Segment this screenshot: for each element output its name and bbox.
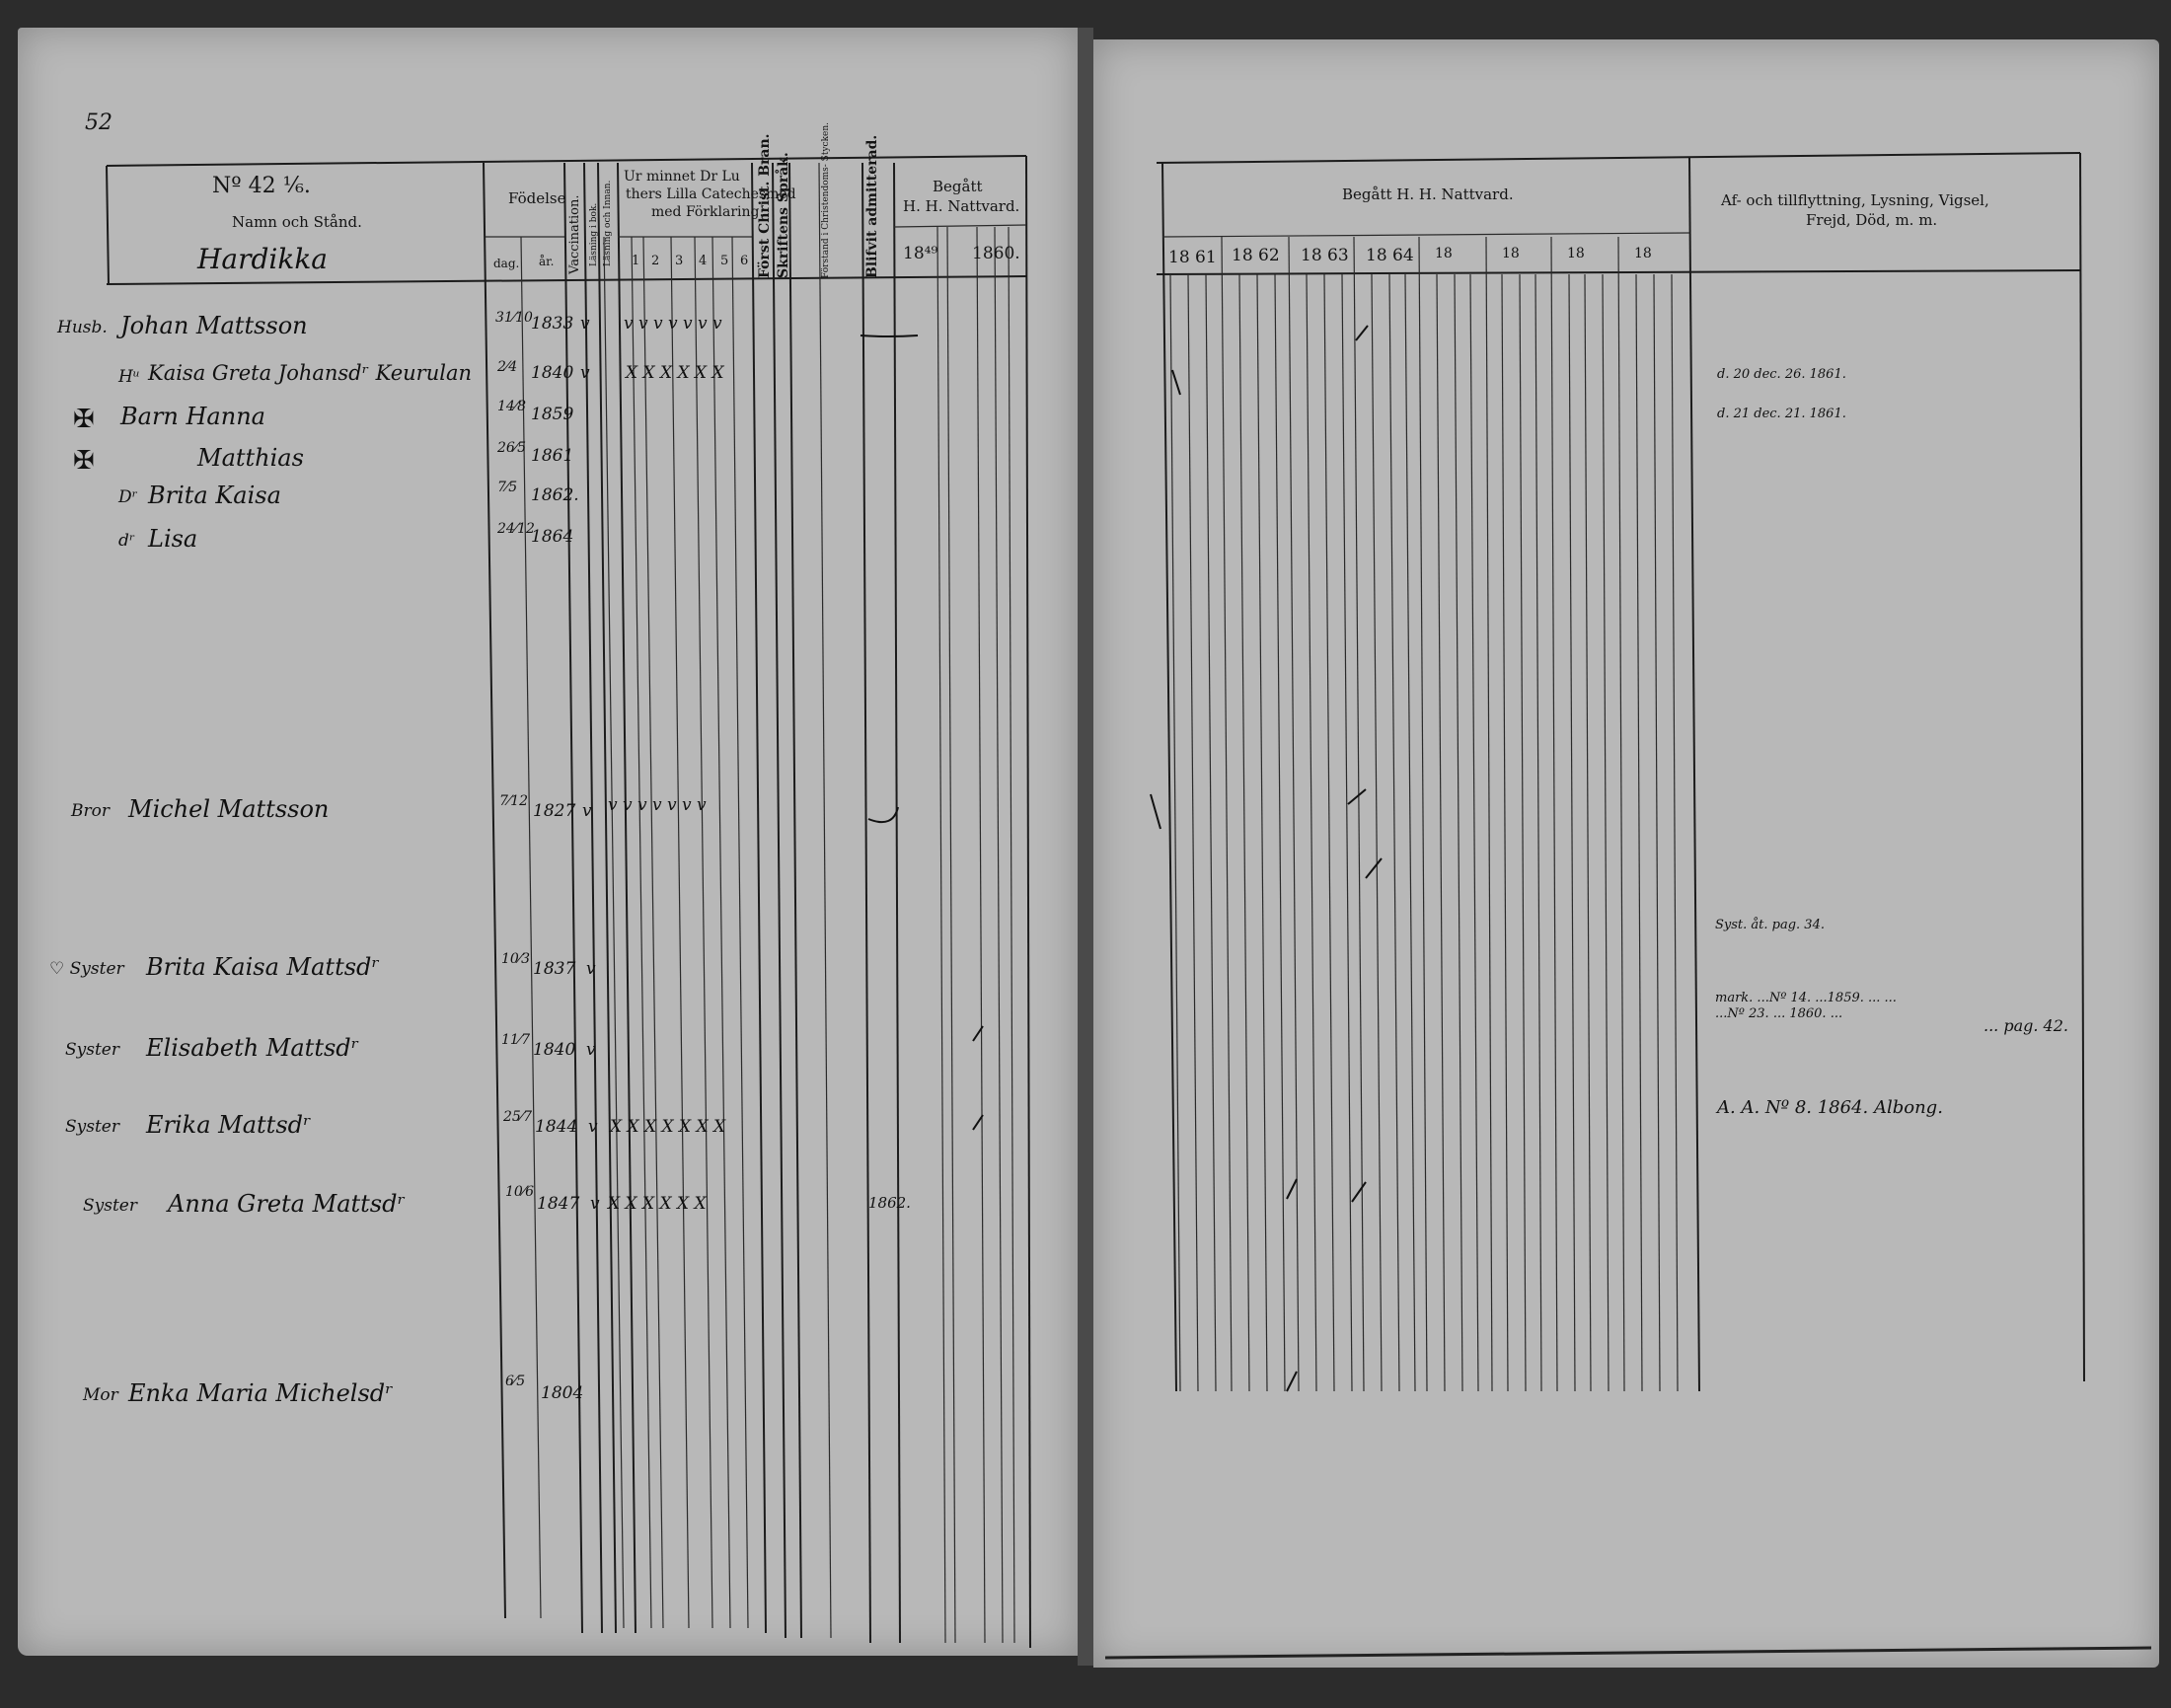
catechism-no-6: 6 — [740, 254, 749, 268]
person-name: Elisabeth Mattsdʳ — [146, 1034, 359, 1062]
vaccination-mark: v — [586, 1040, 596, 1060]
vaccination-mark: v — [580, 314, 590, 334]
birth-year: 1827 — [533, 801, 576, 821]
birth-day: 26⁄5 — [497, 440, 527, 456]
birth-year: 1859 — [531, 405, 574, 424]
vaccination-mark: v — [580, 363, 590, 383]
birth-day: 10⁄6 — [505, 1184, 535, 1200]
moving-note-line1: mark. ...Nº 14. ...1859. ... ... — [1715, 991, 1897, 1005]
birth-year: 1840 — [533, 1040, 576, 1060]
remark: A. A. Nº 8. 1864. Albong. — [1717, 1097, 1943, 1118]
birth-day: 7⁄12 — [499, 793, 529, 809]
person-role: Syster — [65, 1040, 119, 1060]
person-role: Syster — [65, 1117, 119, 1137]
person-name: Anna Greta Mattsdʳ — [168, 1190, 406, 1218]
remark: d. 20 dec. 26. 1861. — [1717, 367, 1846, 382]
vaccination-header: Vaccination. — [567, 194, 582, 274]
person-name: Matthias — [197, 444, 304, 472]
understanding-header: Förstand i Christendoms- Stycken. — [821, 121, 831, 278]
catechism-no-3: 3 — [675, 254, 684, 268]
birth-header: Födelse — [508, 189, 566, 207]
person-role: Syster — [83, 1196, 137, 1216]
birth-year: 1847 — [537, 1194, 580, 1214]
moving-note-line2: ...Nº 23. ... 1860. ... — [1715, 1006, 1843, 1021]
birth-year: 1833 — [531, 314, 574, 334]
right-year-1864: 18 64 — [1366, 246, 1414, 265]
person-name: Enka Maria Michelsdʳ — [128, 1379, 394, 1407]
page-number: 52 — [85, 111, 112, 135]
catechism-marks: X X X X X X — [608, 1194, 707, 1214]
person-name: Kaisa Greta Johansdʳ Keurulan — [148, 361, 472, 385]
vaccination-mark: v — [586, 959, 596, 979]
birth-year: 1837 — [533, 959, 576, 979]
right-communion-header: Begått H. H. Nattvard. — [1342, 186, 1514, 203]
right-year-1862: 18 62 — [1232, 246, 1280, 265]
birth-day: 11⁄7 — [501, 1032, 531, 1048]
admitted-year: 1862. — [868, 1194, 911, 1212]
right-year-blank-8: 18 — [1634, 246, 1652, 261]
birth-year: 1864 — [531, 527, 574, 547]
person-role: ♡ Syster — [49, 959, 124, 979]
catechism-marks: X X X X X X — [626, 363, 724, 383]
right-year-1861: 18 61 — [1168, 248, 1217, 267]
communion-header-line1: Begått — [933, 178, 983, 195]
birth-year: 1862. — [531, 485, 579, 505]
catechism-no-4: 4 — [699, 254, 708, 268]
birth-day: 7⁄5 — [497, 480, 518, 495]
catechism-header-line2: thers Lilla Catechesmed — [626, 186, 796, 202]
catechism-marks: v v v v v v v — [624, 314, 722, 334]
admitted-header: Blifvit admitterad. — [864, 134, 880, 278]
person-name: Michel Mattsson — [128, 795, 330, 823]
person-name: Brita Kaisa — [148, 482, 281, 509]
person-name: Erika Mattsdʳ — [146, 1111, 312, 1139]
person-role: Hᵘ — [118, 367, 140, 387]
person-role: Mor — [83, 1385, 118, 1405]
person-role: dʳ — [118, 531, 135, 551]
household-place: Hardikka — [197, 243, 329, 275]
deceased-cross-icon: ✠ — [73, 446, 95, 476]
catechism-header-line1: Ur minnet Dr Lu — [624, 169, 740, 185]
catechism-no-5: 5 — [720, 254, 729, 268]
communion-header-line2: H. H. Nattvard. — [903, 197, 1020, 215]
birth-year: 1861 — [531, 446, 574, 466]
christ-bran-header: Först Christ. Bran. — [757, 133, 773, 278]
reading-inner-header: Läsning och Innan. — [603, 180, 613, 266]
person-role: Husb. — [57, 318, 108, 337]
household-number: Nº 42 ¹⁄₆. — [212, 174, 311, 198]
catechism-no-1: 1 — [632, 254, 640, 268]
person-name: Lisa — [148, 525, 198, 553]
remarks-header-line1: Af- och tillflyttning, Lysning, Vigsel, — [1721, 191, 1989, 209]
person-role: Dʳ — [118, 487, 138, 507]
birth-day: 10⁄3 — [501, 951, 531, 967]
birth-day: 6⁄5 — [505, 1374, 526, 1389]
name-column-header: Namn och Stånd. — [232, 213, 362, 231]
day-header: dag. — [493, 257, 520, 270]
birth-day: 24⁄12 — [497, 521, 535, 537]
scripture-language-header: Skriftens Språk. — [776, 152, 791, 278]
cross-reference-note: Syst. åt. pag. 34. — [1715, 918, 1825, 932]
vaccination-mark: v — [590, 1194, 600, 1214]
birth-day: 25⁄7 — [503, 1109, 533, 1125]
right-year-blank-7: 18 — [1567, 246, 1585, 261]
birth-year: 1840 — [531, 363, 574, 383]
person-name: Johan Mattsson — [120, 312, 308, 339]
communion-year-1860: 1860. — [972, 244, 1020, 263]
birth-day: 2⁄4 — [497, 359, 518, 375]
person-name: Brita Kaisa Mattsdʳ — [146, 953, 380, 981]
remarks-header-line2: Frejd, Död, m. m. — [1806, 211, 1938, 229]
moving-note-line3: ... pag. 42. — [1984, 1016, 2068, 1035]
vaccination-mark: v — [582, 801, 592, 821]
right-year-blank-5: 18 — [1435, 246, 1453, 261]
reading-book-header: Läsning i bok. — [589, 202, 599, 266]
birth-year: 1844 — [535, 1117, 578, 1137]
birth-day: 14⁄8 — [497, 399, 527, 414]
person-role: Bror — [71, 801, 110, 821]
right-year-1863: 18 63 — [1301, 246, 1349, 265]
vaccination-mark: v — [588, 1117, 598, 1137]
catechism-no-2: 2 — [651, 254, 660, 268]
right-year-blank-6: 18 — [1502, 246, 1520, 261]
catechism-marks: X X X X X X X — [610, 1117, 726, 1137]
communion-year-1849: 18⁴⁹ — [903, 244, 938, 263]
birth-day: 31⁄10 — [495, 310, 533, 326]
catechism-marks: v v v v v v v — [608, 795, 707, 815]
birth-year: 1804 — [541, 1383, 584, 1403]
remark: d. 21 dec. 21. 1861. — [1717, 407, 1846, 421]
year-header: år. — [539, 255, 555, 268]
deceased-cross-icon: ✠ — [73, 405, 95, 434]
catechism-header-line3: med Förklaring. — [651, 204, 764, 220]
person-name: Barn Hanna — [120, 403, 265, 430]
